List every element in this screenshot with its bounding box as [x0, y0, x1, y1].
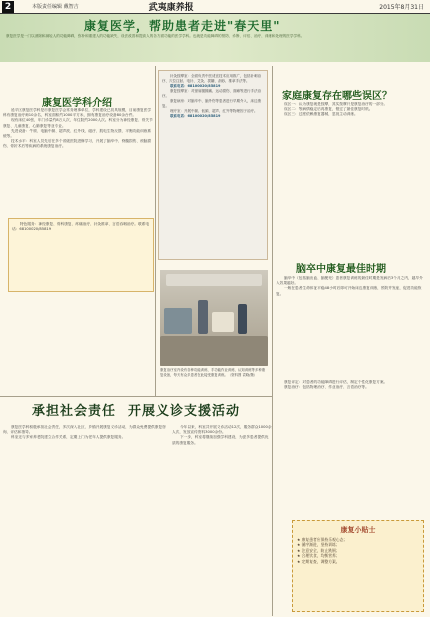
dept-paragraph: 理疗室：开展中频、低频、超声、红外等物理因子治疗。 [170, 109, 258, 113]
intro-paragraph: 现有床位40张，年门诊量约8万人次，年住院约2000人次。科室分为神经康复、骨关节康复、儿童康复、心肺康复等亚专业。 [3, 118, 153, 128]
column-divider [155, 66, 156, 396]
tips-item: ★ 定期复查，调整方案。 [297, 558, 340, 564]
section-divider [0, 396, 272, 397]
assessment-paragraph: 康复评定：对患者的功能障碍进行评估，制定个性化康复方案。 [284, 380, 388, 384]
stroke-article [276, 276, 426, 376]
main-headline: 康复医学，帮助患者走进"春天里" [84, 19, 281, 33]
intro-article [3, 108, 153, 216]
intro-paragraph: 技术水平：科室人员先后在多个省级医院进修学习，开展了脑卒中、脊髓损伤、颅脑损伤、骨折术后等疾病的系统康复治疗。 [3, 139, 152, 149]
social-title-left: 承担社会责任 [32, 404, 117, 419]
social-article-middle [172, 425, 272, 615]
section-title-misconceptions: 家庭康复存在哪些误区？ [282, 91, 392, 102]
contact-phone: 联系电话：68100020/85819 [170, 84, 221, 88]
tips-title: 康复小贴士 [340, 526, 376, 534]
misconception-paragraph: 误区一：认为康复就是按摩，其实按摩只是康复治疗的一部分。 [284, 102, 388, 106]
misconception-paragraph: 误区三：过度依赖康复器械，忽视主动训练。 [284, 112, 358, 117]
assessment-paragraph: 康复治疗：包括物理治疗、作业治疗、言语治疗等。 [284, 385, 369, 390]
dept-paragraph: 康复按摩室：对颈肩腰腿痛、运动损伤、面瘫等进行手法治疗。 [162, 89, 261, 98]
feature-service-box [8, 218, 154, 292]
social-paragraph: 康复医学科积极承担社会责任，多次深入社区、乡镇开展康复义诊活动，为群众免费提供康复咨询、评估和指导。 [3, 425, 166, 435]
assessment-article [276, 380, 426, 510]
dept-paragraph: 针灸按摩室：全面负责中医适宜技术应用推广，包括针刺治疗、穴位注射、电针、艾灸、拔罐、刮痧、推拿手法等。 [162, 74, 261, 83]
social-paragraph: 下一步，科室将继续加强学科建设，为更多患者提供优质的康复服务。 [172, 435, 269, 445]
social-paragraph: 科室还与多家养老院建立合作关系，定期上门为老年人提供康复服务。 [11, 435, 126, 440]
section-title-stroke: 脑卒中康复最佳时期 [296, 264, 386, 275]
feature-service-text: 特色服务：神经康复、骨科康复、疼痛治疗、针灸推拿、言语吞咽治疗。联系电话：68100020/85819 [12, 222, 150, 232]
intro-paragraph: 先进设备：牛顿、电脑中频、超声波、红外线、磁疗、肌电生物反馈、平衡功能训练系统等。 [3, 128, 152, 139]
rehab-tips-box [292, 520, 424, 612]
department-info-box [158, 70, 268, 260]
page-header [0, 0, 430, 14]
dept-paragraph: 康复病房：对脑卒中、脑外伤等患者进行早期介入，床边康复。 [162, 99, 261, 108]
stroke-paragraph: 脑卒中（包括脑出血、脑梗死）患者康复训练的最佳时期是发病后3个月之内，越早介入效果越好。 [276, 276, 423, 286]
misconceptions-article [276, 102, 426, 252]
issue-date: 2015年8月31日 [379, 4, 424, 11]
headline-lead: 康复医学是一门以消除和减轻人的功能障碍，弥补和重建人的功能缺失，设法改善和提高人的各方面功能的医学学科。也就是功能障碍的预防、诊断、评估、治疗、训练和处理的医学学科。 [6, 34, 305, 38]
column-divider [272, 66, 273, 616]
contact-phone: 联系电话：68100020/85819 [170, 114, 221, 118]
photo-caption: 康复治疗室内设有各种功能训练、手功能作业训练、认知训练等多种康复设备，每天有众多患者在此接受康复训练。（资料图 袁晓/摄） [160, 368, 266, 377]
intro-paragraph: 延平区康复医学科是市康复医学会常务理事单位，学科建设已初具规模，目前康复医学科有康复治疗师10余名，科室面积约1000平方米，拥有康复治疗设备80余台件。 [3, 108, 152, 118]
paper-name: 武夷康养报 [148, 3, 194, 13]
rehab-room-photo [160, 270, 268, 366]
section-title-social [32, 400, 240, 419]
stroke-paragraph: 一般在患者生命体征平稳48小时后即可开始床边康复训练，预防并发症，促进功能恢复。 [276, 286, 422, 296]
page-number: 2 [2, 1, 14, 13]
tips-item: ★ 康复患者应保持乐观心态； [297, 537, 348, 542]
headline-banner [0, 14, 430, 62]
social-title-right: 开展义诊支援活动 [128, 404, 241, 419]
social-paragraph: 今年以来，科室共开展义诊活动12次，服务群众1000余人次，发放宣传资料3000余份。 [172, 425, 272, 435]
misconception-paragraph: 误区二：等病情稳定后再康复，错过了最佳康复时机。 [284, 107, 373, 112]
social-article-left [3, 425, 168, 615]
editor-credit: 本版责任编辑 戴智吉 [32, 4, 79, 10]
tips-item: ★ 循序渐进，坚持训练； [297, 542, 340, 548]
tips-item: ★ 注意安全，防止跌倒； [297, 547, 340, 553]
section-title-intro: 康复医学科介绍 [42, 98, 112, 109]
tips-item: ★ 合理饮食，均衡营养； [297, 553, 340, 559]
